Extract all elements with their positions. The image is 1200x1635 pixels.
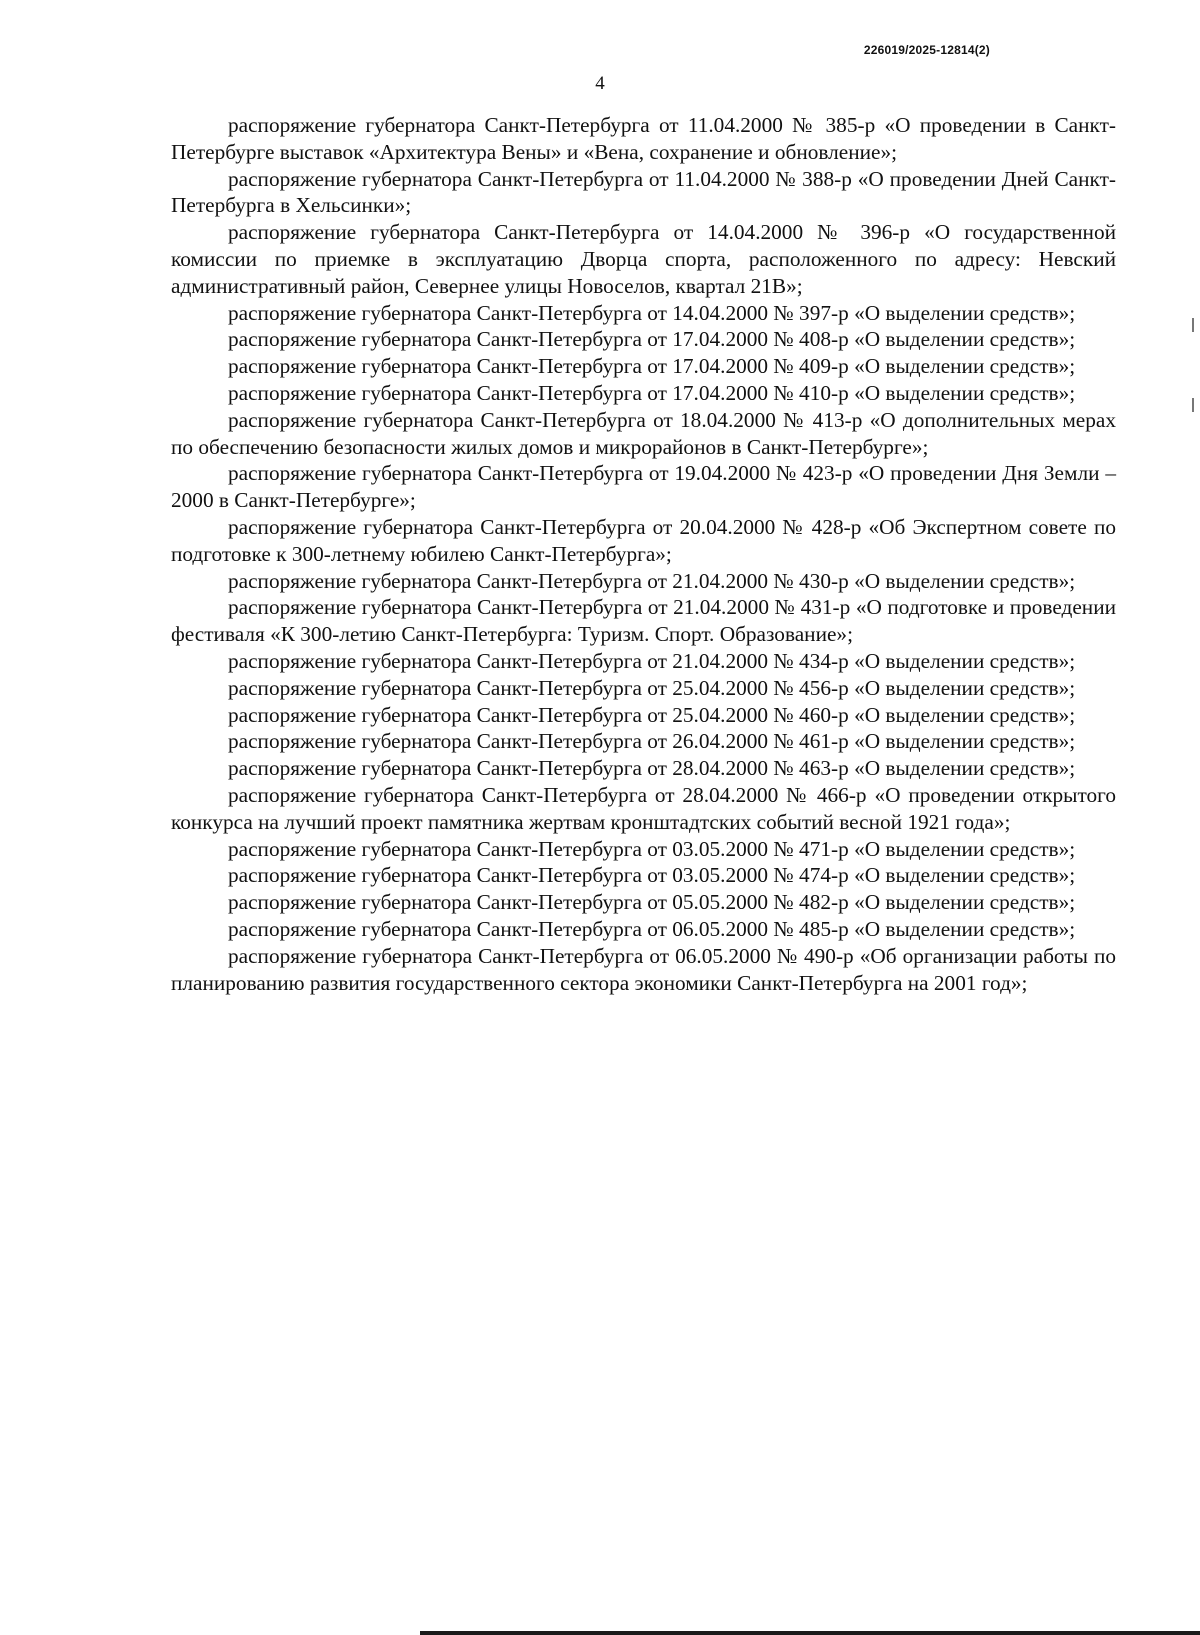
list-item: распоряжение губернатора Санкт-Петербурга от 17.04.2000 № 409-р «О выделении средств»; — [228, 354, 1076, 379]
list-item: распоряжение губернатора Санкт-Петербурга от 21.04.2000 № 431-р «О подготовке и проведении фестиваля «К 300-летию Санкт-Петербурга: Туризм. Спорт. Образование»; — [171, 595, 1116, 647]
page-number: 4 — [595, 73, 605, 94]
list-item: распоряжение губернатора Санкт-Петербурга от 25.04.2000 № 460-р «О выделении средств»; — [228, 702, 1076, 727]
list-item: распоряжение губернатора Санкт-Петербурга от 19.04.2000 № 423-р «О проведении Дня Земли – 2000 в Санкт-Петербурге»; — [171, 461, 1116, 513]
document-id: 226019/2025-12814(2) — [863, 43, 990, 57]
list-item: распоряжение губернатора Санкт-Петербурга от 20.04.2000 № 428-р «Об Экспертном совете по подготовке к 300-летнему юбилею Санкт-Петербурга»; — [171, 514, 1116, 566]
list-item: распоряжение губернатора Санкт-Петербурга от 21.04.2000 № 430-р «О выделении средств»; — [228, 568, 1076, 593]
list-item: распоряжение губернатора Санкт-Петербурга от 28.04.2000 № 463-р «О выделении средств»; — [228, 756, 1076, 781]
list-item: распоряжение губернатора Санкт-Петербурга от 17.04.2000 № 408-р «О выделении средств»; — [228, 327, 1076, 352]
list-item: распоряжение губернатора Санкт-Петербурга от 03.05.2000 № 474-р «О выделении средств»; — [228, 863, 1076, 888]
list-item: распоряжение губернатора Санкт-Петербурга от 14.04.2000 № 396-р «О государственной комиссии по приемке в эксплуатацию Дворца спорта, расположенного по адресу: Невский административный район, Севернее улицы Новоселов, квартал 21В»; — [171, 220, 1116, 298]
list-item: распоряжение губернатора Санкт-Петербурга от 25.04.2000 № 456-р «О выделении средств»; — [228, 675, 1076, 700]
list-item: распоряжение губернатора Санкт-Петербурга от 03.05.2000 № 471-р «О выделении средств»; — [228, 836, 1076, 861]
list-item: распоряжение губернатора Санкт-Петербурга от 06.05.2000 № 485-р «О выделении средств»; — [228, 916, 1076, 941]
list-item: распоряжение губернатора Санкт-Петербурга от 17.04.2000 № 410-р «О выделении средств»; — [228, 380, 1076, 405]
document-body — [171, 112, 1116, 996]
list-item: распоряжение губернатора Санкт-Петербурга от 28.04.2000 № 466-р «О проведении открытого конкурса на лучший проект памятника жертвам кронштадтских событий весной 1921 года»; — [171, 782, 1116, 834]
list-item: распоряжение губернатора Санкт-Петербурга от 11.04.2000 № 385-р «О проведении в Санкт-Петербурге выставок «Архитектура Вены» и «Вена, сохранение и обновление»; — [171, 113, 1116, 164]
list-item: распоряжение губернатора Санкт-Петербурга от 06.05.2000 № 490-р «Об организации работы по планированию развития государственного сектора экономики Санкт-Петербурга на 2001 год»; — [171, 943, 1116, 995]
list-item: распоряжение губернатора Санкт-Петербурга от 21.04.2000 № 434-р «О выделении средств»; — [228, 648, 1076, 673]
list-item: распоряжение губернатора Санкт-Петербурга от 26.04.2000 № 461-р «О выделении средств»; — [228, 729, 1076, 754]
list-item: распоряжение губернатора Санкт-Петербурга от 14.04.2000 № 397-р «О выделении средств»; — [228, 300, 1076, 325]
scan-margin-mark — [1192, 398, 1194, 412]
scan-bottom-edge — [420, 1631, 1200, 1635]
list-item: распоряжение губернатора Санкт-Петербурга от 18.04.2000 № 413-р «О дополнительных мерах по обеспечению безопасности жилых домов и микрорайонов в Санкт-Петербурге»; — [171, 407, 1116, 459]
list-item: распоряжение губернатора Санкт-Петербурга от 11.04.2000 № 388-р «О проведении Дней Санкт-Петербурга в Хельсинки»; — [171, 166, 1116, 218]
list-item: распоряжение губернатора Санкт-Петербурга от 05.05.2000 № 482-р «О выделении средств»; — [228, 890, 1076, 915]
scan-margin-mark — [1192, 318, 1194, 332]
